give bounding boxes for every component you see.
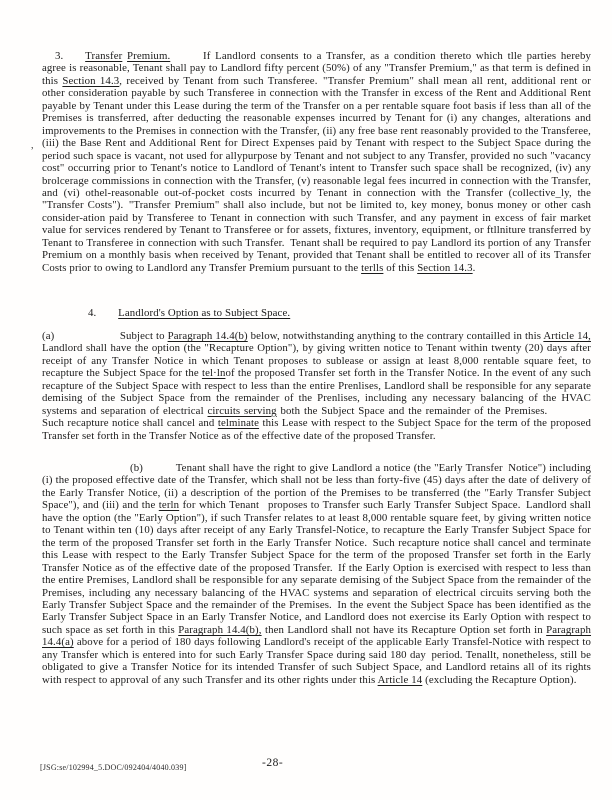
underlined-text-run: telminate <box>217 417 260 430</box>
underlined-text-run: circuits serving <box>207 404 277 417</box>
text-run: above for a period of 180 days following Landlord's receipt of the applicable Early Transfel-Notice with respect to any Transfer which is entered into for such Early Transfer Space during said 180 day period. Tenallt, nonetheless, still be obligated to give a Transfer Notice for its intended Transfer of such Subject Space, and Landlord retains all of its rights with respect to approval of any such Transfer and its other rights under this <box>42 636 591 686</box>
footer-doc-reference: [JSG:se/102994_5.DOC/092404/4040.039] <box>40 763 187 772</box>
underlined-text-run: Section 14.3 <box>62 74 120 87</box>
text-run: Landlord shall have the option (the "Recapture Option"), by giving written notice to Tenant within twenty (20) days after receipt of any Transfer Notice in which Tenant proposes to sublease or assign at least 8,000 rentable square feet, to recapture the Subject Space for the <box>42 342 591 380</box>
text-run: this Lease with respect to the Subject Space for the term of the proposed Transfer set forth in the Transfer Notice as of the effective date of the proposed Transfer. <box>42 417 591 442</box>
text-run: 3. <box>55 50 86 62</box>
text-run: If Landlord consents to a Transfer, as a condition thereto which tlle parties hereby agree is reasonable, Tenant shall pay to Landlord fifty percent (50%) of any "Transfer Premium," as that term is defined in this <box>42 50 591 87</box>
underlined-text-run: Landlord's Option as to Subject Space. <box>118 307 291 319</box>
underlined-text-run: Premium. <box>127 50 171 62</box>
text-run: below, notwithstanding anything to the contrary contailled in this <box>247 330 544 342</box>
underlined-text-run: terlls <box>361 261 384 274</box>
heading-4-landlords-option <box>88 307 548 319</box>
underlined-text-run: tel·ln <box>201 367 226 380</box>
text-run: of this <box>383 261 418 274</box>
paragraph-4a-recapture-option <box>42 330 591 442</box>
text-run: for which Tenant proposes to Transfer such Early Transfer Subject Space. Landlord shall have the option (the "Early Option"), if such Transfer relates to at least 8,000 rentable square feet, by giving written notice to Tenant within ten (10) days after receipt of any Early Transfel-Notice, to recapture the Early Transfer Subject Space for the term of the proposed Transfer set forth in the Early Transfer Notice. Such recapture notice shall cancel and terminate this Lease with respect to the Early Transfer Subject Space for the term of the proposed Transfer set forth in the Early Transfer Notice as of the effective date of the proposed Transfer. If the Early Option is exercised with respect to less than the entire Premises, Landlord shall be responsible for any separate demising of the Subject Space from the remainder of the Premises, including any necessary balancing of the HVAC systems and separation of electrical circuits serving both the Early Transfer Subject Space and the remainder of the Premises. In the event the Subject Space has been identified as the Early Transfer Subject Space in an Early Transfer Notice, and Landlord does not exercise its Early Option with respect to such space as set forth in this <box>42 499 592 636</box>
underlined-text-run: Transfer <box>85 50 123 62</box>
text-run: (a) Subject to <box>42 330 168 342</box>
text-run: 4. <box>88 307 119 319</box>
underlined-text-run: Paragraph 14.4(a) <box>42 623 592 649</box>
scan-artifact-mark: , <box>31 140 34 151</box>
underlined-text-run: Article 14 <box>377 673 423 686</box>
text-run: . <box>472 261 476 274</box>
underlined-text-run: Paragraph 14.4(b) <box>167 330 248 342</box>
paragraph-4b-early-transfer-notice <box>42 462 591 686</box>
underlined-text-run: Section 14.3 <box>417 261 473 274</box>
text-run: (excluding the Recapture Option). <box>422 673 577 686</box>
page-number: -28- <box>262 757 284 769</box>
underlined-text-run: terln <box>158 499 180 512</box>
underlined-text-run: Article 14, <box>543 330 591 342</box>
text-run: of the proposed Transfer set forth in the Transfer Notice. In the event of any such recapture of the Subject Space with respect to less than the entire Prenlises, Landlord shall be responsible for any separate demising of the Subject Space from the remainder of the Prenlises, including any necessary balancing of the HVAC systems and separation of electrical <box>42 367 591 417</box>
text-run: both the Subject Space and the remainder of the Premises. Such recapture notice shall cancel and <box>42 404 592 430</box>
underlined-text-run: Paragraph 14.4(b), <box>178 623 262 636</box>
text-run: , received by Tenant from such Transferee. "Transfer Premium" shall mean all rent, additional rent or other consideration payable by such Transferee in connection with the Transfer in excess of the Rent and Additional Rent payable by Tenant under this Lease during the term of the Transfer on a per rentable square foot basis if less than all of the Premises is transferred, after deducting the reasonable expenses incurred by Tenant for (i) any changes, alterations and improvements to the Premises in connection with the Transfer, (ii) any free base rent reasonably provided to the Transferee, (iii) the Base Rent and Additional Rent for Direct Expenses paid by Tenant with respect to the Subject Space during the period such space is vacant, not used for allypurpose by Tenant and not subject to any Transfer, provided no such "vacancy cost" occurring prior to Tenant's notice to Landlord of Tenant's intent to Transfer such space shall be recognized, (iv) any brolcerage commissions in connection with the Transfer, (v) reasonable legal fees incurred in connection with the Transfer, and (vi) othel-reasonable out-of-pocket costs incurred by Tenant in connection with the Transfer (collective_ly, the "Transfer Costs"). "Transfer Premium" shall also include, but not be limited to, key money, bonus money or other cash consider-ation paid by Transferee to Tenant in connection with such Transfer, and any payment in excess of fair market value for services rendered by Tenant to Transferee or for assets, fixtures, inventory, equipment, or ftllniture transferred by Tenant to Transferee in connection with such Transfer. Tenant shall be required to pay Landlord its portion of any Transfer Premium on a monthly basis when received by Tenant, provided that Tenant shall be entitled to recover all of its Transfer Costs prior to owing to Landlord any Transfer Premium pursuant to the <box>42 74 592 274</box>
text-run: (b) Tenant shall have the right to give Landlord a notice (the "Early Transfer Notice") including (i) the proposed effective date of the Transfer, which shall not be less than forty-five (45) days after the date of delivery of the Early Transfer Notice, (ii) a description of the portion of the Premises to be transferred (the "Early Transfer Subject Space"), and (iii) and the <box>42 462 591 512</box>
paragraph-3-transfer-premium <box>42 50 591 274</box>
text-run: then Landlord shall not have its Recapture Option set forth in <box>261 623 547 636</box>
